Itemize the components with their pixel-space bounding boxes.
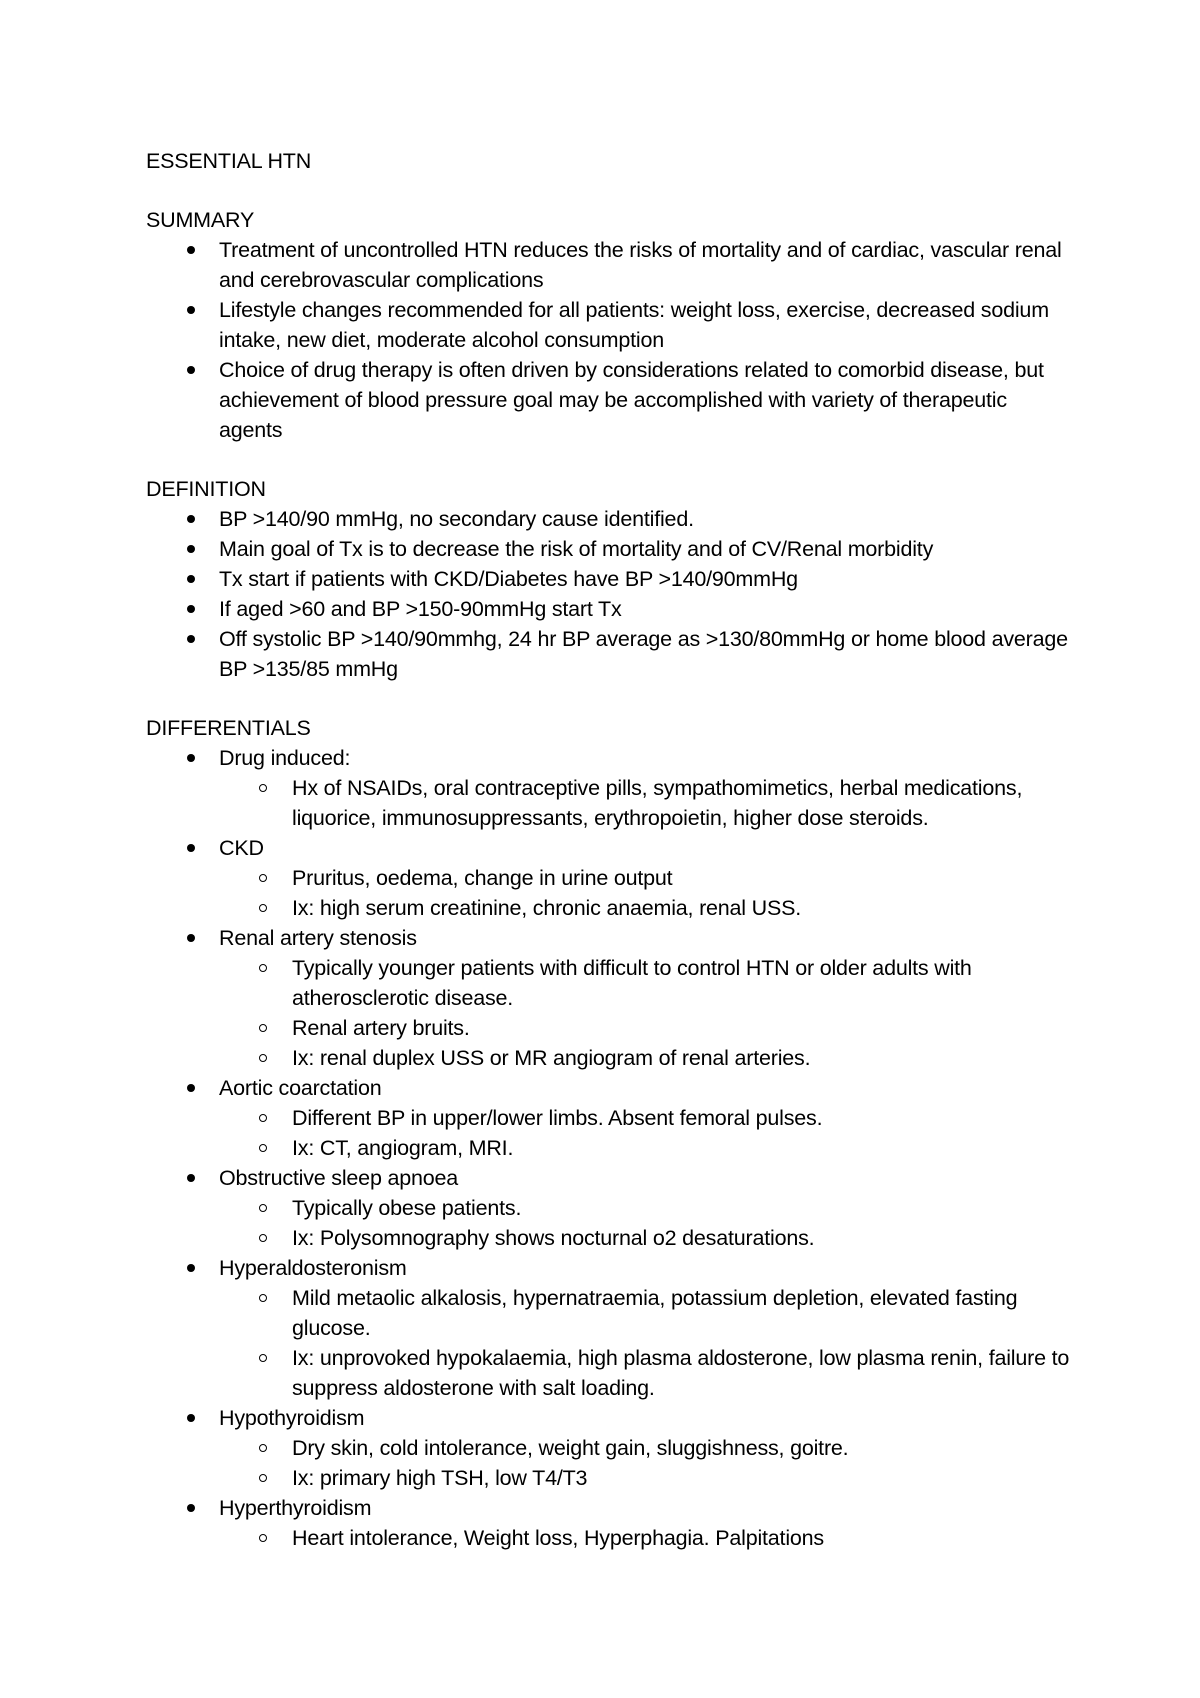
sub-list-item: [219, 953, 1076, 1013]
list-item-text: Choice of drug therapy is often driven by considerations related to comorbid disease, but achievement of blood pressure goal may be accomplished with variety of therapeutic agents: [219, 358, 1044, 442]
hollow-circle-icon: [259, 1144, 267, 1152]
hollow-circle-icon: [259, 1024, 267, 1032]
list-item-text: Hyperthyroidism: [219, 1496, 372, 1520]
hollow-circle-icon: [259, 1354, 267, 1362]
list-item: [146, 235, 1076, 295]
bullet-icon: [187, 1084, 195, 1092]
list-item: [146, 923, 1076, 1073]
sub-list: [219, 773, 1076, 833]
list-item-text: Treatment of uncontrolled HTN reduces the risks of mortality and of cardiac, vascular renal and cerebrovascular complications: [219, 238, 1062, 292]
section-heading: DIFFERENTIALS: [146, 716, 311, 740]
section-definition: [146, 474, 1076, 684]
hollow-circle-icon: [259, 874, 267, 882]
list-item: [146, 833, 1076, 923]
hollow-circle-icon: [259, 1234, 267, 1242]
sub-list: [219, 1523, 1076, 1553]
hollow-circle-icon: [259, 1114, 267, 1122]
list-item-text: Lifestyle changes recommended for all patients: weight loss, exercise, decreased sodium intake, new diet, moderate alcohol consumption: [219, 298, 1049, 352]
sub-list-item: [219, 1013, 1076, 1043]
list-item: [146, 295, 1076, 355]
sub-list: [219, 953, 1076, 1073]
sub-list-item: [219, 1523, 1076, 1553]
bullet-icon: [187, 515, 195, 523]
list-item: [146, 624, 1076, 684]
hollow-circle-icon: [259, 1294, 267, 1302]
bullet-icon: [187, 1174, 195, 1182]
document-title: ESSENTIAL HTN: [146, 149, 312, 173]
sub-list-item-text: Heart intolerance, Weight loss, Hyperphagia. Palpitations: [292, 1526, 824, 1550]
list-item: [146, 564, 1076, 594]
sub-list-item: [219, 1343, 1076, 1403]
list-item: [146, 743, 1076, 833]
hollow-circle-icon: [259, 1444, 267, 1452]
sub-list: [219, 1283, 1076, 1403]
sub-list-item-text: Ix: high serum creatinine, chronic anaemia, renal USS.: [292, 896, 802, 920]
sub-list-item-text: Dry skin, cold intolerance, weight gain, sluggishness, goitre.: [292, 1436, 849, 1460]
sub-list-item-text: Typically obese patients.: [292, 1196, 522, 1220]
bullet-icon: [187, 246, 195, 254]
sub-list-item-text: Hx of NSAIDs, oral contraceptive pills, sympathomimetics, herbal medications, liquorice, immunosuppressants, erythropoietin, higher dose steroids.: [292, 776, 1023, 830]
bullet-icon: [187, 1264, 195, 1272]
bullet-icon: [187, 545, 195, 553]
sub-list-item: [219, 1043, 1076, 1073]
hollow-circle-icon: [259, 964, 267, 972]
list-item: [146, 534, 1076, 564]
hollow-circle-icon: [259, 1054, 267, 1062]
sub-list: [219, 863, 1076, 923]
list-item-text: Renal artery stenosis: [219, 926, 417, 950]
hollow-circle-icon: [259, 904, 267, 912]
hollow-circle-icon: [259, 1204, 267, 1212]
sub-list-item: [219, 773, 1076, 833]
sub-list-item: [219, 1133, 1076, 1163]
bullet-icon: [187, 1414, 195, 1422]
list-item-text: Off systolic BP >140/90mmhg, 24 hr BP average as >130/80mmHg or home blood average BP >135/85 mmHg: [219, 627, 1068, 681]
document-page: [146, 146, 1076, 1582]
list-item-text: Drug induced:: [219, 746, 351, 770]
list-item: [146, 1073, 1076, 1163]
sub-list-item: [219, 1193, 1076, 1223]
sub-list-item-text: Mild metaolic alkalosis, hypernatraemia, potassium depletion, elevated fasting glucose.: [292, 1286, 1018, 1340]
list-item: [146, 1403, 1076, 1493]
sections-container: [146, 205, 1076, 1553]
sub-list-item-text: Ix: unprovoked hypokalaemia, high plasma aldosterone, low plasma renin, failure to suppress aldosterone with salt loading.: [292, 1346, 1070, 1400]
sub-list-item-text: Ix: primary high TSH, low T4/T3: [292, 1466, 588, 1490]
list-item-text: CKD: [219, 836, 264, 860]
list-item: [146, 1253, 1076, 1403]
sub-list-item: [219, 1223, 1076, 1253]
bullet-icon: [187, 1504, 195, 1512]
bullet-icon: [187, 306, 195, 314]
bullet-icon: [187, 575, 195, 583]
sub-list: [219, 1103, 1076, 1163]
section-heading: DEFINITION: [146, 477, 266, 501]
sub-list-item-text: Different BP in upper/lower limbs. Absent femoral pulses.: [292, 1106, 823, 1130]
list-item-text: Main goal of Tx is to decrease the risk of mortality and of CV/Renal morbidity: [219, 537, 934, 561]
bullet-list: [146, 235, 1076, 445]
sub-list-item-text: Pruritus, oedema, change in urine output: [292, 866, 673, 890]
list-item-text: Obstructive sleep apnoea: [219, 1166, 459, 1190]
section-differentials: [146, 713, 1076, 1553]
list-item-text: Aortic coarctation: [219, 1076, 382, 1100]
sub-list-item-text: Ix: Polysomnography shows nocturnal o2 desaturations.: [292, 1226, 815, 1250]
sub-list-item: [219, 863, 1076, 893]
hollow-circle-icon: [259, 1474, 267, 1482]
list-item: [146, 504, 1076, 534]
list-item: [146, 594, 1076, 624]
bullet-icon: [187, 844, 195, 852]
sub-list-item-text: Renal artery bruits.: [292, 1016, 470, 1040]
list-item-text: If aged >60 and BP >150-90mmHg start Tx: [219, 597, 622, 621]
bullet-icon: [187, 605, 195, 613]
list-item: [146, 355, 1076, 445]
list-item: [146, 1493, 1076, 1553]
hollow-circle-icon: [259, 1534, 267, 1542]
list-item-text: Hyperaldosteronism: [219, 1256, 407, 1280]
bullet-list: [146, 504, 1076, 684]
section-summary: [146, 205, 1076, 445]
bullet-icon: [187, 635, 195, 643]
sub-list: [219, 1193, 1076, 1253]
section-heading: SUMMARY: [146, 208, 255, 232]
sub-list-item: [219, 1433, 1076, 1463]
bullet-icon: [187, 934, 195, 942]
bullet-list: [146, 743, 1076, 1553]
list-item-text: Tx start if patients with CKD/Diabetes have BP >140/90mmHg: [219, 567, 798, 591]
sub-list-item-text: Typically younger patients with difficult to control HTN or older adults with atherosclerotic disease.: [292, 956, 972, 1010]
sub-list-item-text: Ix: CT, angiogram, MRI.: [292, 1136, 514, 1160]
sub-list: [219, 1433, 1076, 1493]
bullet-icon: [187, 754, 195, 762]
sub-list-item: [219, 1463, 1076, 1493]
sub-list-item-text: Ix: renal duplex USS or MR angiogram of renal arteries.: [292, 1046, 811, 1070]
sub-list-item: [219, 1283, 1076, 1343]
list-item-text: Hypothyroidism: [219, 1406, 365, 1430]
hollow-circle-icon: [259, 784, 267, 792]
sub-list-item: [219, 1103, 1076, 1133]
list-item: [146, 1163, 1076, 1253]
sub-list-item: [219, 893, 1076, 923]
bullet-icon: [187, 366, 195, 374]
list-item-text: BP >140/90 mmHg, no secondary cause identified.: [219, 507, 694, 531]
